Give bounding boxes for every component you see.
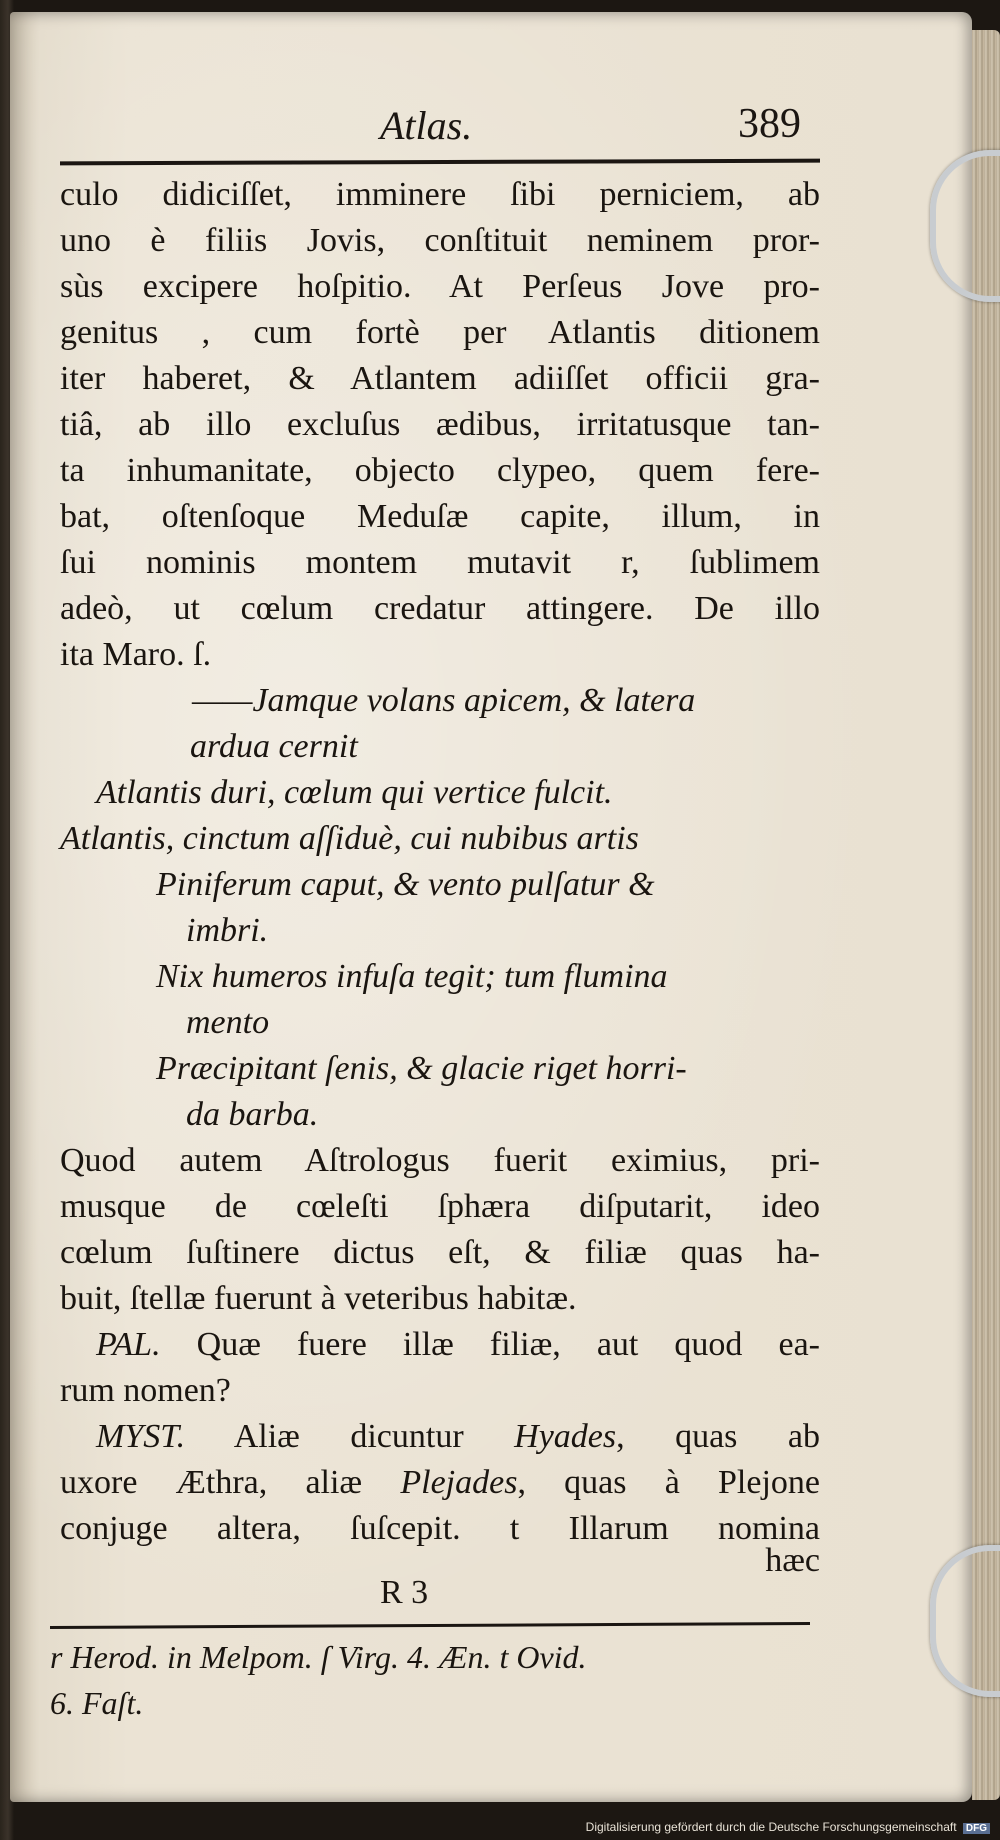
verse-line: da barba. [186, 1096, 319, 1133]
dialogue-text: uxore Æthra, aliæ [60, 1464, 363, 1501]
dialogue-text: , quas ab [616, 1418, 820, 1455]
text-line: ita Maro. ſ. [60, 636, 212, 673]
name-hyades: Hyades [514, 1418, 617, 1455]
prose-block-1 [60, 172, 820, 678]
running-title: Atlas. [380, 103, 473, 148]
text-line: Quod autem Aſtrologus fuerit eximius, pri- [60, 1142, 820, 1179]
text-line: bat, oſtenſoque Meduſæ capite, illum, in [60, 498, 820, 535]
verse-line: Piniferum caput, & vento pulſatur & [156, 866, 655, 903]
footnote-line: r Herod. in Melpom. ſ Virg. 4. Æn. t Ovid. [50, 1639, 587, 1675]
prose-block-2 [60, 1138, 820, 1322]
footnote-line: 6. Faſt. [50, 1685, 144, 1721]
digitization-credit [582, 1818, 994, 1836]
book-page [10, 12, 972, 1802]
dialogue [60, 1322, 820, 1552]
text-line: ſui nominis montem mutavit r, ſublimem [60, 544, 820, 581]
text-line [60, 1460, 820, 1506]
main-text [60, 172, 820, 1552]
text-line: musque de cœleſti ſphæra diſputarit, ideo [60, 1188, 820, 1225]
signature-line [60, 1542, 820, 1618]
credit-text: Digitalisierung gefördert durch die Deutsche Forschungsgemeinschaft [585, 1820, 957, 1834]
catchword: hæc [765, 1542, 820, 1579]
text-line: genitus , cum fortè per Atlantis ditionem [60, 314, 820, 351]
footnote-rule [50, 1622, 810, 1629]
text-line: iter haberet, & Atlantem adiiſſet officii gra- [60, 360, 820, 397]
text-line: cœlum ſuſtinere dictus eſt, & filiæ quas ha- [60, 1234, 820, 1271]
verse-line: Præcipitant ſenis, & glacie riget horri- [156, 1050, 687, 1087]
speaker-myst: MYST. [96, 1418, 186, 1455]
text-line: sùs excipere hoſpitio. At Perſeus Jove pro- [60, 268, 820, 305]
dfg-logo: DFG [963, 1823, 990, 1834]
name-plejades: Plejades [400, 1464, 518, 1501]
text-line: ta inhumanitate, objecto clypeo, quem fere- [60, 452, 820, 489]
header-rule [60, 159, 820, 166]
text-line: tiâ, ab illo excluſus ædibus, irritatusque tan- [60, 406, 820, 443]
text-line: uno è filiis Jovis, conſtituit neminem pror- [60, 222, 820, 259]
dialogue-text: Aliæ dicuntur [233, 1418, 464, 1455]
dialogue-line-pal [60, 1322, 820, 1368]
dialogue-text: , quas à Plejone [517, 1464, 821, 1501]
signature-mark: R 3 [380, 1574, 429, 1611]
footnotes [50, 1634, 830, 1726]
speaker-pal: PAL. [96, 1326, 161, 1363]
text-line: culo didiciſſet, imminere ſibi perniciem, ab [60, 176, 820, 213]
text-line: buit, ſtellæ fuerunt à veteribus habitæ. [60, 1280, 577, 1317]
verse-line: Atlantis duri, cœlum qui vertice fulcit. [96, 774, 613, 811]
verse-line: ardua cernit [190, 728, 358, 765]
verse-line: Atlantis, cinctum aſſiduè, cui nubibus artis [60, 820, 639, 857]
verse-line: imbri. [186, 912, 269, 949]
verse-quotation [60, 678, 820, 1138]
text-line: rum nomen? [60, 1372, 231, 1409]
text-line: adeò, ut cœlum credatur attingere. De illo [60, 590, 820, 627]
verse-line: mento [186, 1004, 270, 1041]
verse-line: Nix humeros infuſa tegit; tum flumina [156, 958, 668, 995]
dialogue-text: Quæ fuere illæ filiæ, aut quod ea- [196, 1326, 820, 1363]
verse-line: ——Jamque volans apicem, & latera [192, 682, 696, 719]
page-number: 389 [738, 101, 801, 147]
dialogue-line-myst [60, 1414, 820, 1460]
text-line: conjuge altera, ſuſcepit. t Illarum nomina [60, 1510, 820, 1547]
